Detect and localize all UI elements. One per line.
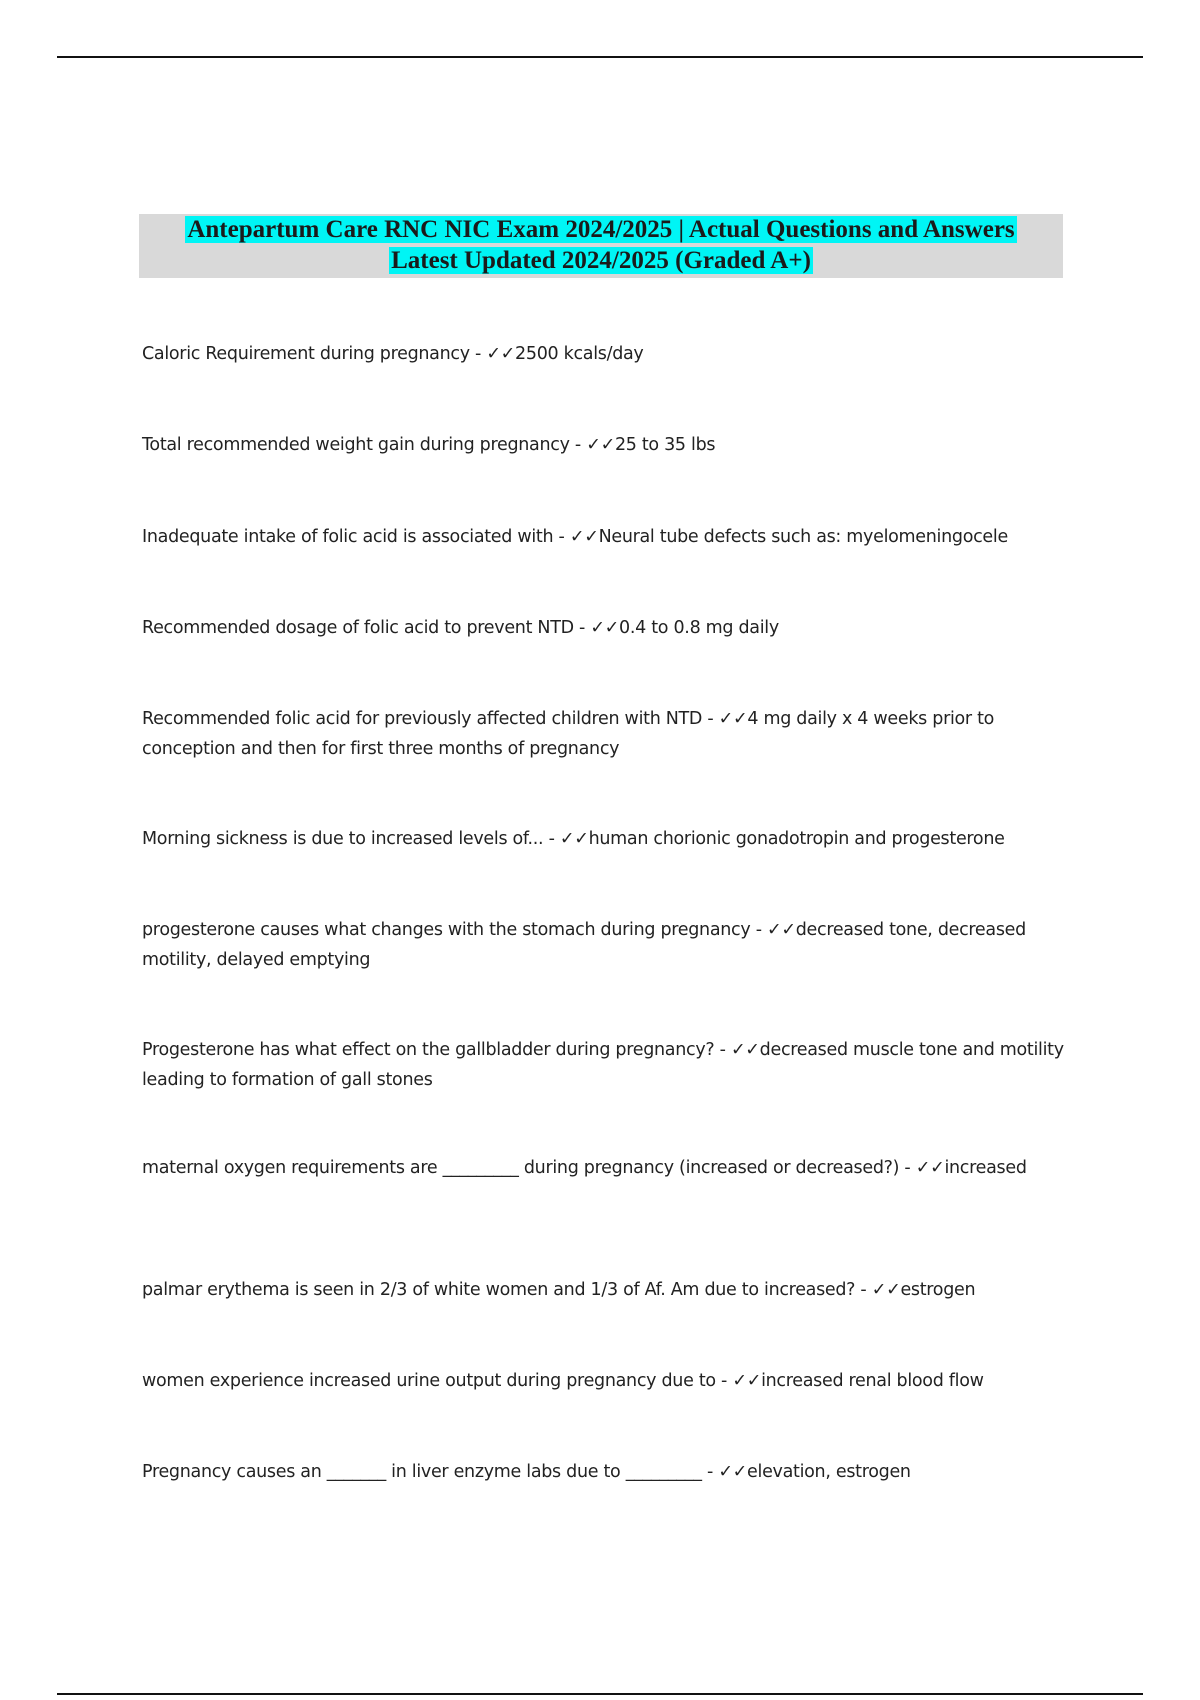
qa-item-6 — [142, 824, 1072, 854]
question: Caloric Requirement during pregnancy — [142, 344, 470, 364]
qa-item-8 — [142, 1035, 1072, 1095]
question: Recommended dosage of folic acid to prevent NTD — [142, 618, 574, 638]
check-icon: ✓✓ — [915, 1158, 945, 1178]
answer: Neural tube defects such as: myelomeningocele — [598, 527, 1008, 547]
question: Progesterone has what effect on the gallbladder during pregnancy? — [142, 1040, 715, 1060]
qa-item-12 — [142, 1457, 1072, 1487]
check-icon: ✓✓ — [718, 709, 748, 729]
separator: - — [714, 1040, 731, 1060]
document-title — [139, 214, 1063, 278]
qa-item-7 — [142, 915, 1072, 975]
separator: - — [750, 920, 767, 940]
separator: - — [569, 435, 587, 455]
check-icon: ✓✓ — [486, 344, 516, 364]
separator: - — [553, 527, 570, 547]
question: Morning sickness is due to increased levels of... — [142, 829, 544, 849]
answer: decreased muscle tone and motility leading to formation of gall stones — [142, 1040, 1064, 1090]
qa-item-11 — [142, 1366, 1072, 1396]
check-icon: ✓✓ — [590, 618, 620, 638]
qa-item-4 — [142, 613, 1072, 643]
check-icon: ✓✓ — [718, 1462, 748, 1482]
qa-item-9 — [142, 1153, 1072, 1183]
check-icon: ✓✓ — [732, 1371, 762, 1391]
question: progesterone causes what changes with the stomach during pregnancy — [142, 920, 751, 940]
separator: - — [899, 1158, 916, 1178]
question: Pregnancy causes an _______ in liver enzyme labs due to _________ — [142, 1462, 702, 1482]
separator: - — [543, 829, 560, 849]
qa-item-10 — [142, 1275, 1072, 1305]
check-icon: ✓✓ — [871, 1280, 901, 1300]
check-icon: ✓✓ — [569, 527, 599, 547]
separator: - — [573, 618, 591, 638]
answer: estrogen — [900, 1280, 976, 1300]
title-line-2: Latest Updated 2024/2025 (Graded A+) — [391, 247, 811, 274]
question: maternal oxygen requirements are _________ during pregnancy (increased or decreased?) — [142, 1158, 900, 1178]
qa-item-5 — [142, 704, 1072, 764]
footer-rule — [57, 1693, 1143, 1695]
check-icon: ✓✓ — [559, 829, 589, 849]
answer: 2500 kcals/day — [515, 344, 644, 364]
check-icon: ✓✓ — [586, 435, 615, 455]
separator: - — [701, 1462, 719, 1482]
answer: 25 to 35 lbs — [614, 435, 716, 455]
qa-item-3 — [142, 522, 1072, 552]
separator: - — [715, 1371, 733, 1391]
header-rule — [57, 56, 1143, 58]
answer: elevation, estrogen — [747, 1462, 911, 1482]
check-icon: ✓✓ — [730, 1040, 760, 1060]
answer: increased — [944, 1158, 1027, 1178]
question: Total recommended weight gain during pregnancy — [142, 435, 570, 455]
question: palmar erythema is seen in 2/3 of white women and 1/3 of Af. Am due to increased? — [142, 1280, 856, 1300]
check-icon: ✓✓ — [766, 920, 796, 940]
answer: 0.4 to 0.8 mg daily — [619, 618, 779, 638]
answer: human chorionic gonadotropin and progesterone — [588, 829, 1005, 849]
title-line-1: Antepartum Care RNC NIC Exam 2024/2025 | Actual Questions and Answers — [187, 216, 1015, 243]
question: Recommended folic acid for previously affected children with NTD — [142, 709, 703, 729]
separator: - — [469, 344, 487, 364]
question: women experience increased urine output during pregnancy due to — [142, 1371, 716, 1391]
answer: decreased tone, decreased motility, delayed emptying — [142, 920, 1026, 970]
answer: increased renal blood flow — [761, 1371, 984, 1391]
separator: - — [855, 1280, 872, 1300]
separator: - — [702, 709, 719, 729]
answer: 4 mg daily x 4 weeks prior to conception and then for first three months of pregnancy — [142, 709, 995, 759]
question: Inadequate intake of folic acid is associated with — [142, 527, 554, 547]
qa-item-2 — [142, 430, 1072, 460]
qa-item-1 — [142, 339, 1072, 369]
